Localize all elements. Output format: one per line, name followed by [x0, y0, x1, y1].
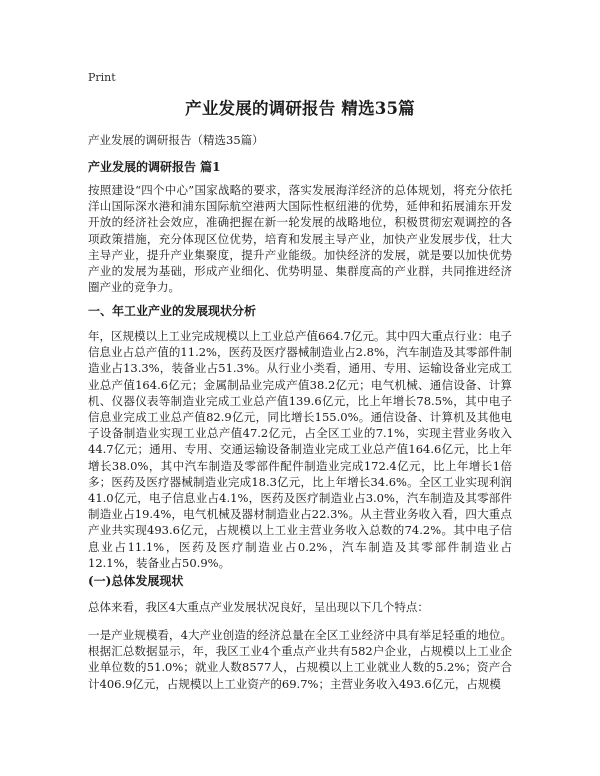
section-title: 产业发展的调研报告 篇1: [88, 160, 221, 174]
heading-overall-status: (一)总体发展现状: [88, 574, 184, 588]
intro-paragraph: 按照建设“四个中心”国家战略的要求，落实发展海洋经济的总体规划，将充分依托洋山国际深水港和浦东国际航空港两大国际性枢纽港的优势，延伸和拓展浦东开发开放的经济社会效应，准确把握在新一轮发展的战略地位，积极贯彻宏观调控的各项政策措施，充分体现区位优势，培育和发展主导产业，加快产业发展步伐，壮大主导产业，提升产业集聚度，提升产业能级。加快经济的发展，就是要以加快优势产业的发展为基础，形成产业细化、优势明显、集群度高的产业群，共同推进经济圈产业的竞争力。: [88, 183, 512, 295]
print-label[interactable]: Print: [88, 71, 116, 84]
heading-industry-status: 一、年工业产业的发展现状分析: [88, 304, 257, 318]
overview-paragraph: 总体来看，我区4大重点产业发展状况良好，呈出现以下几个特点：: [88, 600, 429, 614]
document-subtitle: 产业发展的调研报告（精选35篇）: [88, 133, 264, 147]
document-title: 产业发展的调研报告 精选35篇: [185, 99, 415, 118]
point-one-paragraph: 一是产业规模看，4大产业创造的经济总量在全区工业经济中具有举足轻重的地位。根据汇总数据显示，年，我区工业4个重点产业共有582户企业，占规模以上工业企业单位数的51.0%；就业人数8577人，占规模以上工业就业人数的5.2%；资产合计406.9亿元，占规模以上工业资产的69.7%；主营业务收入493.6亿元，占规模: [88, 628, 512, 691]
statistics-paragraph: 年，区规模以上工业完成规模以上工业总产值664.7亿元。其中四大重点行业：电子信息业占总产值的11.2%，医药及医疗器械制造业占2.8%，汽车制造及其零部件制造业占13.3%，装备业占51.3%。从行业小类看，通用、专用、运输设备业完成工业总产值164.6亿元；金属制品业完成产值38.2亿元；电气机械、通信设备、计算机、仪器仪表等制造业完成工业总产值139.6亿元，比上年增长78.5%，其中电子信息业完成工业总产值82.9亿元，同比增长155.0%。通信设备、计算机及其他电子设备制造业实现工业总产值47.2亿元，占全区工业的7.1%，实现主营业务收入44.7亿元；通用、专用、交通运输设备制造业完成工业总产值164.6亿元，比上年增长38.0%，其中汽车制造及零部件配件制造业完成172.4亿元，比上年增长1倍多；医药及医疗器械制造业完成18.3亿元，比上年增长34.6%。全区工业实现利润41.0亿元，电子信息业占4.1%，医药及医疗制造业占3.0%，汽车制造及其零部件制造业占19.4%，电气机械及器材制造业占22.3%。从主营业务收入看，四大重点产业共实现493.6亿元，占规模以上工业主营业务收入总数的74.2%。其中电子信息业占11.1%，医药及医疗制造业占0.2%，汽车制造及其零部件制造业占12.1%，装备业占50.9%。: [88, 329, 512, 570]
